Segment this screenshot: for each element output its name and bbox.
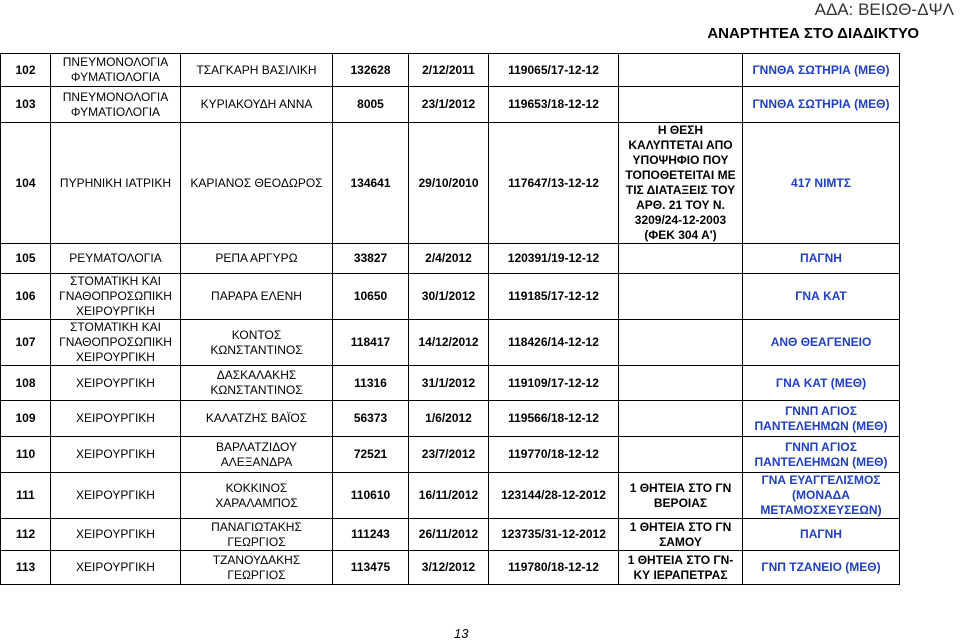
destination-cell: ΓΝΝΘΑ ΣΩΤΗΡΙΑ (ΜΕΘ)	[743, 54, 900, 87]
specialty-cell: ΣΤΟΜΑΤΙΚΗ ΚΑΙ ΓΝΑΘΟΠΡΟΣΩΠΙΚΗ ΧΕΙΡΟΥΡΓΙΚΗ	[51, 274, 181, 320]
destination-cell: ΠΑΓΝΗ	[743, 244, 900, 274]
name-cell: ΚΑΛΑΤΖΗΣ ΒΑΪΟΣ	[181, 401, 333, 437]
protocol-cell: 119653/18-12-12	[489, 87, 619, 123]
name-cell: ΤΖΑΝΟΥΔΑΚΗΣ ΓΕΩΡΓΙΟΣ	[181, 551, 333, 585]
table-row	[1, 366, 900, 401]
date-cell: 29/10/2010	[409, 123, 489, 244]
code-cell: 8005	[333, 87, 409, 123]
code-cell: 111243	[333, 519, 409, 551]
note-cell: 1 ΘΗΤΕΙΑ ΣΤΟ ΓΝ ΒΕΡΟΙΑΣ	[619, 473, 743, 519]
row-number: 104	[1, 123, 51, 244]
protocol-cell: 119770/18-12-12	[489, 437, 619, 473]
row-number: 103	[1, 87, 51, 123]
date-cell: 2/4/2012	[409, 244, 489, 274]
name-cell: ΚΟΝΤΟΣ ΚΩΝΣΤΑΝΤΙΝΟΣ	[181, 320, 333, 366]
destination-cell: ΓΝΠ ΤΖΑΝΕΙΟ (ΜΕΘ)	[743, 551, 900, 585]
row-number: 109	[1, 401, 51, 437]
name-cell: ΚΑΡΙΑΝΟΣ ΘΕΟΔΩΡΟΣ	[181, 123, 333, 244]
note-cell	[619, 320, 743, 366]
specialty-cell: ΠΝΕΥΜΟΝΟΛΟΓΙΑ ΦΥΜΑΤΙΟΛΟΓΙΑ	[51, 87, 181, 123]
specialty-cell: ΧΕΙΡΟΥΡΓΙΚΗ	[51, 401, 181, 437]
row-number: 108	[1, 366, 51, 401]
protocol-cell: 119109/17-12-12	[489, 366, 619, 401]
name-cell: ΤΣΑΓΚΑΡΗ ΒΑΣΙΛΙΚΗ	[181, 54, 333, 87]
table-row	[1, 473, 900, 519]
note-cell: 1 ΘΗΤΕΙΑ ΣΤΟ ΓΝ-ΚΥ ΙΕΡΑΠΕΤΡΑΣ	[619, 551, 743, 585]
name-cell: ΚΟΚΚΙΝΟΣ ΧΑΡΑΛΑΜΠΟΣ	[181, 473, 333, 519]
specialty-cell: ΧΕΙΡΟΥΡΓΙΚΗ	[51, 437, 181, 473]
note-cell	[619, 244, 743, 274]
specialty-cell: ΧΕΙΡΟΥΡΓΙΚΗ	[51, 366, 181, 401]
specialty-cell: ΡΕΥΜΑΤΟΛΟΓΙΑ	[51, 244, 181, 274]
protocol-cell: 119566/18-12-12	[489, 401, 619, 437]
row-number: 113	[1, 551, 51, 585]
destination-cell: ΓΝΑ ΕΥΑΓΓΕΛΙΣΜΟΣ (ΜΟΝΑΔΑ ΜΕΤΑΜΟΣΧΕΥΣΕΩΝ)	[743, 473, 900, 519]
destination-cell: ΓΝΝΠ ΑΓΙΟΣ ΠΑΝΤΕΛΕΗΜΩΝ (ΜΕΘ)	[743, 401, 900, 437]
date-cell: 2/12/2011	[409, 54, 489, 87]
row-number: 105	[1, 244, 51, 274]
destination-cell: ΠΑΓΝΗ	[743, 519, 900, 551]
table-row	[1, 54, 900, 87]
date-cell: 16/11/2012	[409, 473, 489, 519]
name-cell: ΔΑΣΚΑΛΑΚΗΣ ΚΩΝΣΤΑΝΤΙΝΟΣ	[181, 366, 333, 401]
destination-cell: ΓΝΝΘΑ ΣΩΤΗΡΙΑ (ΜΕΘ)	[743, 87, 900, 123]
table-row	[1, 87, 900, 123]
note-cell: 1 ΘΗΤΕΙΑ ΣΤΟ ΓΝ ΣΑΜΟΥ	[619, 519, 743, 551]
ada-code: ΑΔΑ: ΒΕΙΩΘ-ΔΨΛ	[814, 0, 954, 19]
code-cell: 134641	[333, 123, 409, 244]
row-number: 102	[1, 54, 51, 87]
table-row	[1, 551, 900, 585]
code-cell: 132628	[333, 54, 409, 87]
note-cell	[619, 274, 743, 320]
row-number: 110	[1, 437, 51, 473]
protocol-cell: 117647/13-12-12	[489, 123, 619, 244]
date-cell: 26/11/2012	[409, 519, 489, 551]
code-cell: 72521	[333, 437, 409, 473]
destination-cell: ΓΝΝΠ ΑΓΙΟΣ ΠΑΝΤΕΛΕΗΜΩΝ (ΜΕΘ)	[743, 437, 900, 473]
note-cell: Η ΘΕΣΗ ΚΑΛΥΠΤΕΤΑΙ ΑΠΟ ΥΠΟΨΗΦΙΟ ΠΟΥ ΤΟΠΟΘΕΤΕΙΤΑΙ ΜΕ ΤΙΣ ΔΙΑΤΑΞΕΙΣ ΤΟΥ ΑΡΘ. 21 ΤΟΥ Ν. 3209/24-12-2003 (ΦΕΚ 304 Α')	[619, 123, 743, 244]
name-cell: ΠΑΝΑΓΙΩΤΑΚΗΣ ΓΕΩΡΓΙΟΣ	[181, 519, 333, 551]
code-cell: 110610	[333, 473, 409, 519]
row-number: 111	[1, 473, 51, 519]
code-cell: 56373	[333, 401, 409, 437]
destination-cell: ΓΝΑ ΚΑΤ	[743, 274, 900, 320]
row-number: 106	[1, 274, 51, 320]
specialty-cell: ΠΝΕΥΜΟΝΟΛΟΓΙΑ ΦΥΜΑΤΙΟΛΟΓΙΑ	[51, 54, 181, 87]
page-number: 13	[454, 626, 469, 641]
note-cell	[619, 54, 743, 87]
note-cell	[619, 401, 743, 437]
code-cell: 10650	[333, 274, 409, 320]
date-cell: 1/6/2012	[409, 401, 489, 437]
specialty-cell: ΣΤΟΜΑΤΙΚΗ ΚΑΙ ΓΝΑΘΟΠΡΟΣΩΠΙΚΗ ΧΕΙΡΟΥΡΓΙΚΗ	[51, 320, 181, 366]
name-cell: ΒΑΡΛΑΤΖΙΔΟΥ ΑΛΕΞΑΝΔΡΑ	[181, 437, 333, 473]
protocol-cell: 119780/18-12-12	[489, 551, 619, 585]
destination-cell: ΑΝΘ ΘΕΑΓΕΝΕΙΟ	[743, 320, 900, 366]
destination-cell: 417 ΝΙΜΤΣ	[743, 123, 900, 244]
code-cell: 113475	[333, 551, 409, 585]
code-cell: 118417	[333, 320, 409, 366]
date-cell: 30/1/2012	[409, 274, 489, 320]
code-cell: 11316	[333, 366, 409, 401]
protocol-cell: 119065/17-12-12	[489, 54, 619, 87]
date-cell: 3/12/2012	[409, 551, 489, 585]
page-header: ΑΝΑΡΤΗΤΕΑ ΣΤΟ ΔΙΑΔΙΚΤΥΟ	[707, 25, 919, 42]
assignments-table	[0, 53, 900, 585]
table-row	[1, 437, 900, 473]
protocol-cell: 118426/14-12-12	[489, 320, 619, 366]
protocol-cell: 119185/17-12-12	[489, 274, 619, 320]
date-cell: 31/1/2012	[409, 366, 489, 401]
name-cell: ΠΑΡΑΡΑ ΕΛΕΝΗ	[181, 274, 333, 320]
table-row	[1, 274, 900, 320]
table-row	[1, 519, 900, 551]
note-cell	[619, 437, 743, 473]
specialty-cell: ΠΥΡΗΝΙΚΗ ΙΑΤΡΙΚΗ	[51, 123, 181, 244]
row-number: 112	[1, 519, 51, 551]
protocol-cell: 123735/31-12-2012	[489, 519, 619, 551]
date-cell: 14/12/2012	[409, 320, 489, 366]
code-cell: 33827	[333, 244, 409, 274]
date-cell: 23/1/2012	[409, 87, 489, 123]
protocol-cell: 120391/19-12-12	[489, 244, 619, 274]
table-row	[1, 123, 900, 244]
specialty-cell: ΧΕΙΡΟΥΡΓΙΚΗ	[51, 519, 181, 551]
note-cell	[619, 87, 743, 123]
note-cell	[619, 366, 743, 401]
specialty-cell: ΧΕΙΡΟΥΡΓΙΚΗ	[51, 473, 181, 519]
destination-cell: ΓΝΑ ΚΑΤ (ΜΕΘ)	[743, 366, 900, 401]
name-cell: ΚΥΡΙΑΚΟΥΔΗ ΑΝΝΑ	[181, 87, 333, 123]
protocol-cell: 123144/28-12-2012	[489, 473, 619, 519]
table-row	[1, 244, 900, 274]
date-cell: 23/7/2012	[409, 437, 489, 473]
table-row	[1, 401, 900, 437]
table-row	[1, 320, 900, 366]
row-number: 107	[1, 320, 51, 366]
name-cell: ΡΕΠΑ ΑΡΓΥΡΩ	[181, 244, 333, 274]
specialty-cell: ΧΕΙΡΟΥΡΓΙΚΗ	[51, 551, 181, 585]
